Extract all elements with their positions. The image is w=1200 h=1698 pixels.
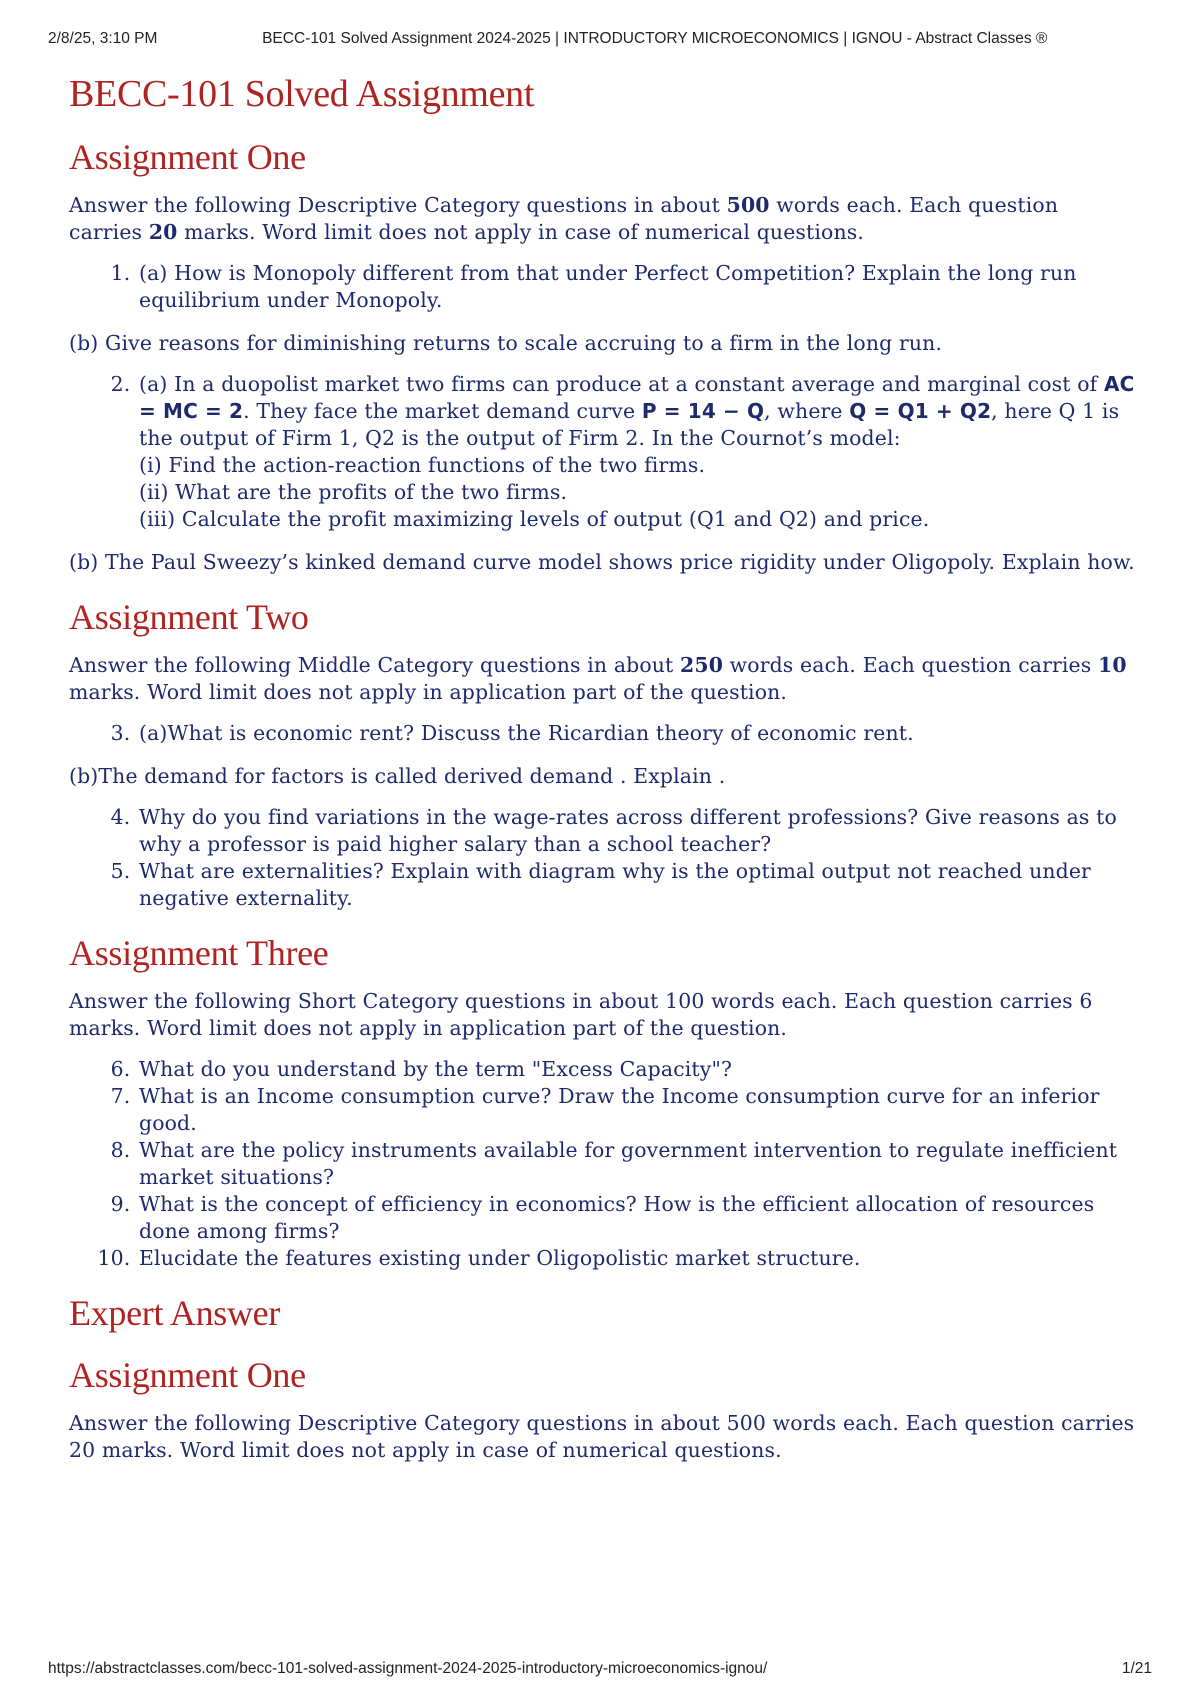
expert-answer-intro: Answer the following Descriptive Category questions in about 500 words each. Each question carries 20 marks. Word limit does not apply in case of numerical questions.: [69, 1411, 1135, 1462]
print-page-number: 1/21: [1121, 1660, 1152, 1677]
question-6: 6. What do you understand by the term "Excess Capacity"?: [137, 1056, 1135, 1083]
print-url: https://abstractclasses.com/becc-101-solved-assignment-2024-2025-introductory-microeconomics-ignou/: [48, 1660, 768, 1677]
marks-count: 20: [148, 220, 178, 244]
question-5: 5. What are externalities? Explain with diagram why is the optimal output not reached under negative externality.: [137, 858, 1135, 912]
question-8: 8. What are the policy instruments available for government intervention to regulate inefficient market situations?: [137, 1137, 1135, 1191]
question-7: 7. What is an Income consumption curve? Draw the Income consumption curve for an inferior good.: [137, 1083, 1135, 1137]
assignment-one-heading: Assignment One: [69, 137, 306, 177]
marks-count: 10: [1098, 653, 1127, 677]
print-header: [48, 30, 1152, 48]
math-expression: Q = Q1 + Q2: [849, 399, 992, 423]
question-3b: (b)The demand for factors is called derived demand . Explain .: [69, 764, 726, 788]
document-title: BECC-101 Solved Assignment: [69, 73, 535, 115]
question-list: [69, 720, 1135, 747]
question-4: 4. Why do you find variations in the wage-rates across different professions? Give reasons as to why a professor is paid higher salary than a school teacher?: [137, 804, 1135, 858]
subquestion-iii: (iii) Calculate the profit maximizing levels of output (Q1 and Q2) and price.: [139, 507, 930, 531]
print-datetime: 2/8/25, 3:10 PM: [48, 30, 158, 47]
assignment-one-intro: Answer the following Descriptive Category questions in about 500 words each. Each question carries 20 marks. Word limit does not apply in case of numerical questions.: [69, 193, 1059, 244]
print-footer: [48, 1660, 1152, 1678]
word-count: 500: [726, 193, 770, 217]
question-list: [69, 260, 1135, 314]
expert-assignment-one-heading: Assignment One: [69, 1355, 306, 1395]
subquestion-ii: (ii) What are the profits of the two firms.: [139, 480, 568, 504]
question-list: [69, 371, 1135, 533]
math-expression: AC = MC = 2: [139, 372, 1135, 423]
assignment-two-intro: Answer the following Middle Category questions in about 250 words each. Each question carries 10 marks. Word limit does not apply in application part of the question.: [69, 653, 1127, 704]
assignment-three-section: [69, 932, 1135, 1272]
question-3a: 3. (a)What is economic rent? Discuss the Ricardian theory of economic rent.: [137, 720, 1135, 747]
question-list: [69, 1056, 1135, 1272]
assignment-two-section: [69, 596, 1135, 912]
assignment-two-heading: Assignment Two: [69, 597, 309, 637]
question-2a: 2. (a) In a duopolist market two firms can produce at a constant average and marginal cost of AC = MC = 2. They face the market demand curve P = 14 − Q, where Q = Q1 + Q2, here Q 1 is the output of Firm 1, Q2 is the output of Firm 2. In the Cournot’s model: (i) Find the action-reaction functions of the two firms. (ii) What are the profits of the two firms. (iii) Calculate the profit maximizing levels of output (Q1 and Q2) and price.: [137, 371, 1135, 533]
print-page-title: BECC-101 Solved Assignment 2024-2025 | INTRODUCTORY MICROECONOMICS | IGNOU - Abstract Classes ®: [262, 30, 1048, 47]
word-count: 250: [680, 653, 724, 677]
document-page: [69, 62, 1135, 1478]
question-1a: 1. (a) How is Monopoly different from that under Perfect Competition? Explain the long run equilibrium under Monopoly.: [137, 260, 1135, 314]
expert-answer-heading: Expert Answer: [69, 1293, 281, 1333]
question-1b: (b) Give reasons for diminishing returns to scale accruing to a firm in the long run.: [69, 331, 943, 355]
assignment-three-heading: Assignment Three: [69, 933, 329, 973]
assignment-one-section: [69, 136, 1135, 576]
subquestion-i: (i) Find the action-reaction functions of the two firms.: [139, 453, 706, 477]
assignment-three-intro: Answer the following Short Category questions in about 100 words each. Each question carries 6 marks. Word limit does not apply in application part of the question.: [69, 989, 1093, 1040]
question-10: 10. Elucidate the features existing under Oligopolistic market structure.: [137, 1245, 1135, 1272]
question-2b: (b) The Paul Sweezy’s kinked demand curve model shows price rigidity under Oligopoly. Explain how.: [69, 550, 1135, 574]
math-expression: P = 14 − Q: [641, 399, 765, 423]
question-list: [69, 804, 1135, 912]
expert-answer-section: [69, 1292, 1135, 1464]
question-9: 9. What is the concept of efficiency in economics? How is the efficient allocation of resources done among firms?: [137, 1191, 1135, 1245]
